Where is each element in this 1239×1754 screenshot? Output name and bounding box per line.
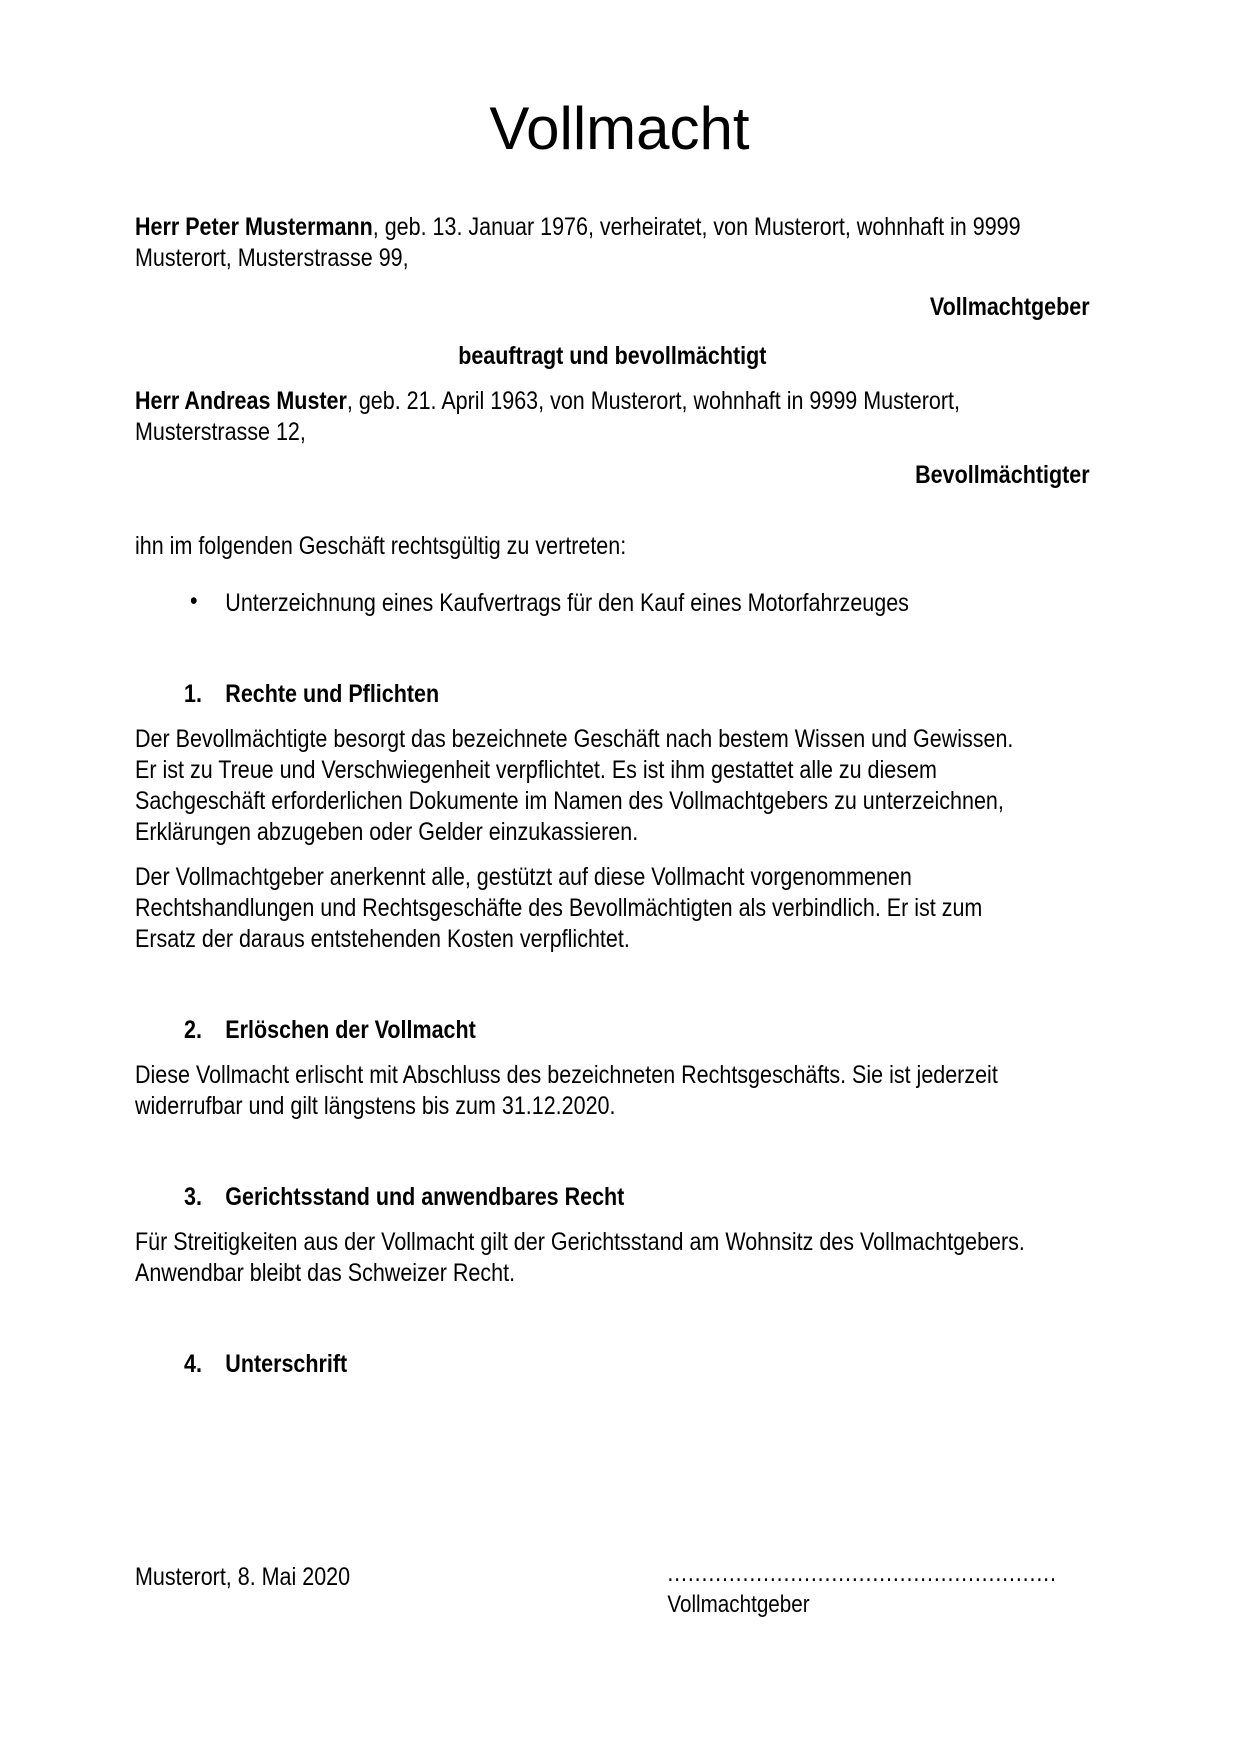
agent-line-2: Musterstrasse 12, [135, 418, 306, 446]
text-line: Diese Vollmacht erlischt mit Abschluss des bezeichneten Rechtsgeschäfts. Sie ist jederzeit [135, 1061, 998, 1089]
signature-block [667, 1560, 1089, 1618]
agent-line-1 [135, 386, 1090, 417]
section-expiry [135, 1015, 1090, 1122]
section-signature [135, 1349, 1090, 1380]
principal-line-2: Musterort, Musterstrasse 99, [135, 244, 409, 272]
text-line: Erklärungen abzugeben oder Gelder einzukassieren. [135, 818, 639, 846]
section-2-title: Erlöschen der Vollmacht [225, 1016, 476, 1044]
section-4-number: 4. [184, 1350, 202, 1378]
agent-paragraph [135, 386, 1090, 448]
section-4-heading [135, 1349, 1090, 1380]
principal-details: , geb. 13. Januar 1976, verheiratet, von Musterort, wohnhaft in 9999 [372, 213, 1021, 241]
document-content [135, 212, 1090, 1618]
bullet-marker: • [190, 587, 198, 615]
section-3-heading [135, 1182, 1090, 1213]
text-line: Rechtshandlungen und Rechtsgeschäfte des Bevollmächtigten als verbindlich. Er ist zum [135, 894, 983, 922]
text-line: Er ist zu Treue und Verschwiegenheit verpflichtet. Es ist ihm gestattet alle zu diesem [135, 756, 937, 784]
section-3-paragraph-1 [135, 1227, 1090, 1289]
section-1-heading [135, 679, 1090, 710]
agent-details: , geb. 21. April 1963, von Musterort, wohnhaft in 9999 Musterort, [346, 387, 960, 415]
section-1-paragraph-2 [135, 862, 1090, 955]
footer [135, 1560, 1090, 1618]
section-1-title: Rechte und Pflichten [225, 680, 440, 708]
section-1-number: 1. [184, 680, 202, 708]
section-jurisdiction [135, 1182, 1090, 1289]
section-2-number: 2. [184, 1016, 202, 1044]
mandate-intro: ihn im folgenden Geschäft rechtsgültig zu vertreten: [135, 532, 627, 560]
signature-line: ......................................................... [667, 1559, 1057, 1587]
text-line: Ersatz der daraus entstehenden Kosten verpflichtet. [135, 925, 630, 953]
section-2-paragraph-1 [135, 1060, 1090, 1122]
text-line: Für Streitigkeiten aus der Vollmacht gilt der Gerichtsstand am Wohnsitz des Vollmachtgebers. [135, 1228, 1025, 1256]
agent-role-label: Bevollmächtigter [915, 461, 1090, 489]
place-date: Musterort, 8. Mai 2020 [135, 1563, 351, 1591]
signature-label: Vollmachtgeber [667, 1591, 810, 1618]
bullet-text: Unterzeichnung eines Kaufvertrags für den Kauf eines Motorfahrzeuges [225, 589, 909, 617]
text-line: Der Vollmachtgeber anerkennt alle, gestützt auf diese Vollmacht vorgenommenen [135, 863, 912, 891]
section-3-title: Gerichtsstand und anwendbares Recht [225, 1183, 625, 1211]
principal-paragraph [135, 212, 1090, 274]
section-1-paragraph-1 [135, 724, 1090, 848]
agent-name: Herr Andreas Muster [135, 387, 347, 415]
section-2-heading [135, 1015, 1090, 1046]
section-rights-duties [135, 679, 1090, 955]
section-4-title: Unterschrift [225, 1350, 348, 1378]
text-line: Sachgeschäft erforderlichen Dokumente im Namen des Vollmachtgebers zu unterzeichnen, [135, 787, 1004, 815]
text-line: Der Bevollmächtigte besorgt das bezeichnete Geschäft nach bestem Wissen und Gewissen. [135, 725, 1014, 753]
text-line: widerrufbar und gilt längstens bis zum 31.12.2020. [135, 1092, 616, 1120]
mandate-bullet-item [135, 588, 1090, 619]
principal-role-label: Vollmachtgeber [929, 293, 1090, 321]
principal-line-1 [135, 212, 1090, 243]
document-title: Vollmacht [489, 95, 750, 162]
text-line: Anwendbar bleibt das Schweizer Recht. [135, 1259, 516, 1287]
principal-name: Herr Peter Mustermann [135, 213, 373, 241]
section-3-number: 3. [184, 1183, 202, 1211]
connector-line: beauftragt und bevollmächtigt [458, 342, 767, 370]
